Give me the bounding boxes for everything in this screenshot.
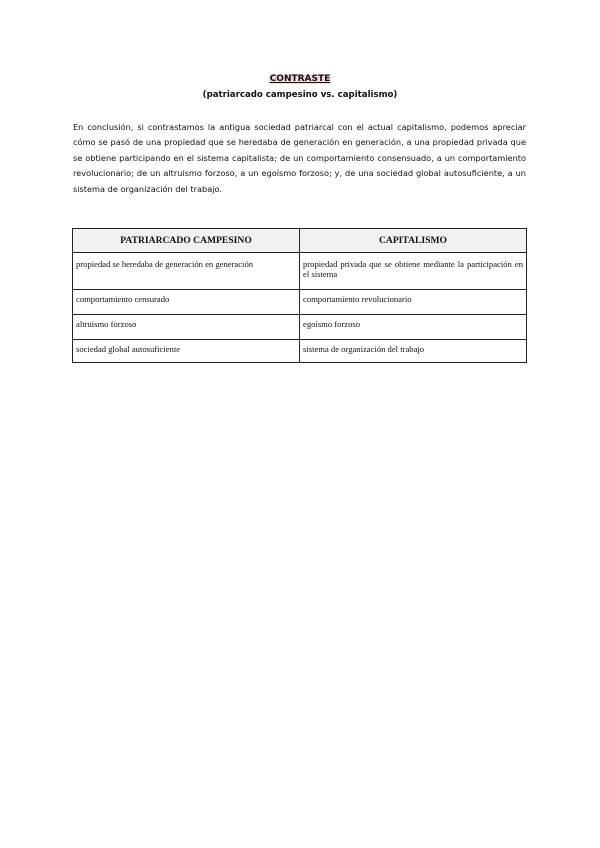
table-cell: comportamiento censurado — [73, 290, 300, 315]
conclusion-paragraph: En conclusión, si contrastamos la antigua sociedad patriarcal con el actual capitalismo, podemos apreciar cómo se pasó de una propiedad que se heredaba de generación en generación, a una propiedad privada que se obtiene participando en el sistema capitalista; de un comportamiento consensuado, a un comportamiento revolucionario; de un altruismo forzoso, a un egoísmo forzoso; y, de una sociedad global autosuficiente, a un sistema de organización del trabajo. — [73, 122, 526, 194]
table-cell: altruismo forzoso — [73, 315, 300, 340]
table-cell: egoísmo forzoso — [300, 315, 527, 340]
table-row — [73, 253, 527, 290]
document-title-text: CONTRASTE — [269, 74, 331, 84]
table-cell: propiedad privada que se obtiene mediante la participación en el sistema — [300, 253, 527, 290]
document-subtitle: (patriarcado campesino vs. capitalismo) — [202, 90, 398, 100]
header-capitalismo: CAPITALISMO — [300, 229, 527, 253]
table-row — [73, 340, 527, 363]
table-row — [73, 315, 527, 340]
table-cell: sociedad global autosuficiente — [73, 340, 300, 363]
table-cell: comportamiento revolucionario — [300, 290, 527, 315]
table-cell: propiedad se heredaba de generación en generación — [73, 253, 300, 290]
contrast-table — [72, 228, 527, 363]
document-title — [0, 74, 600, 85]
table-header-row — [73, 229, 527, 253]
table-cell: sistema de organización del trabajo — [300, 340, 527, 363]
header-patriarcado: PATRIARCADO CAMPESINO — [73, 229, 300, 253]
table-row — [73, 290, 527, 315]
